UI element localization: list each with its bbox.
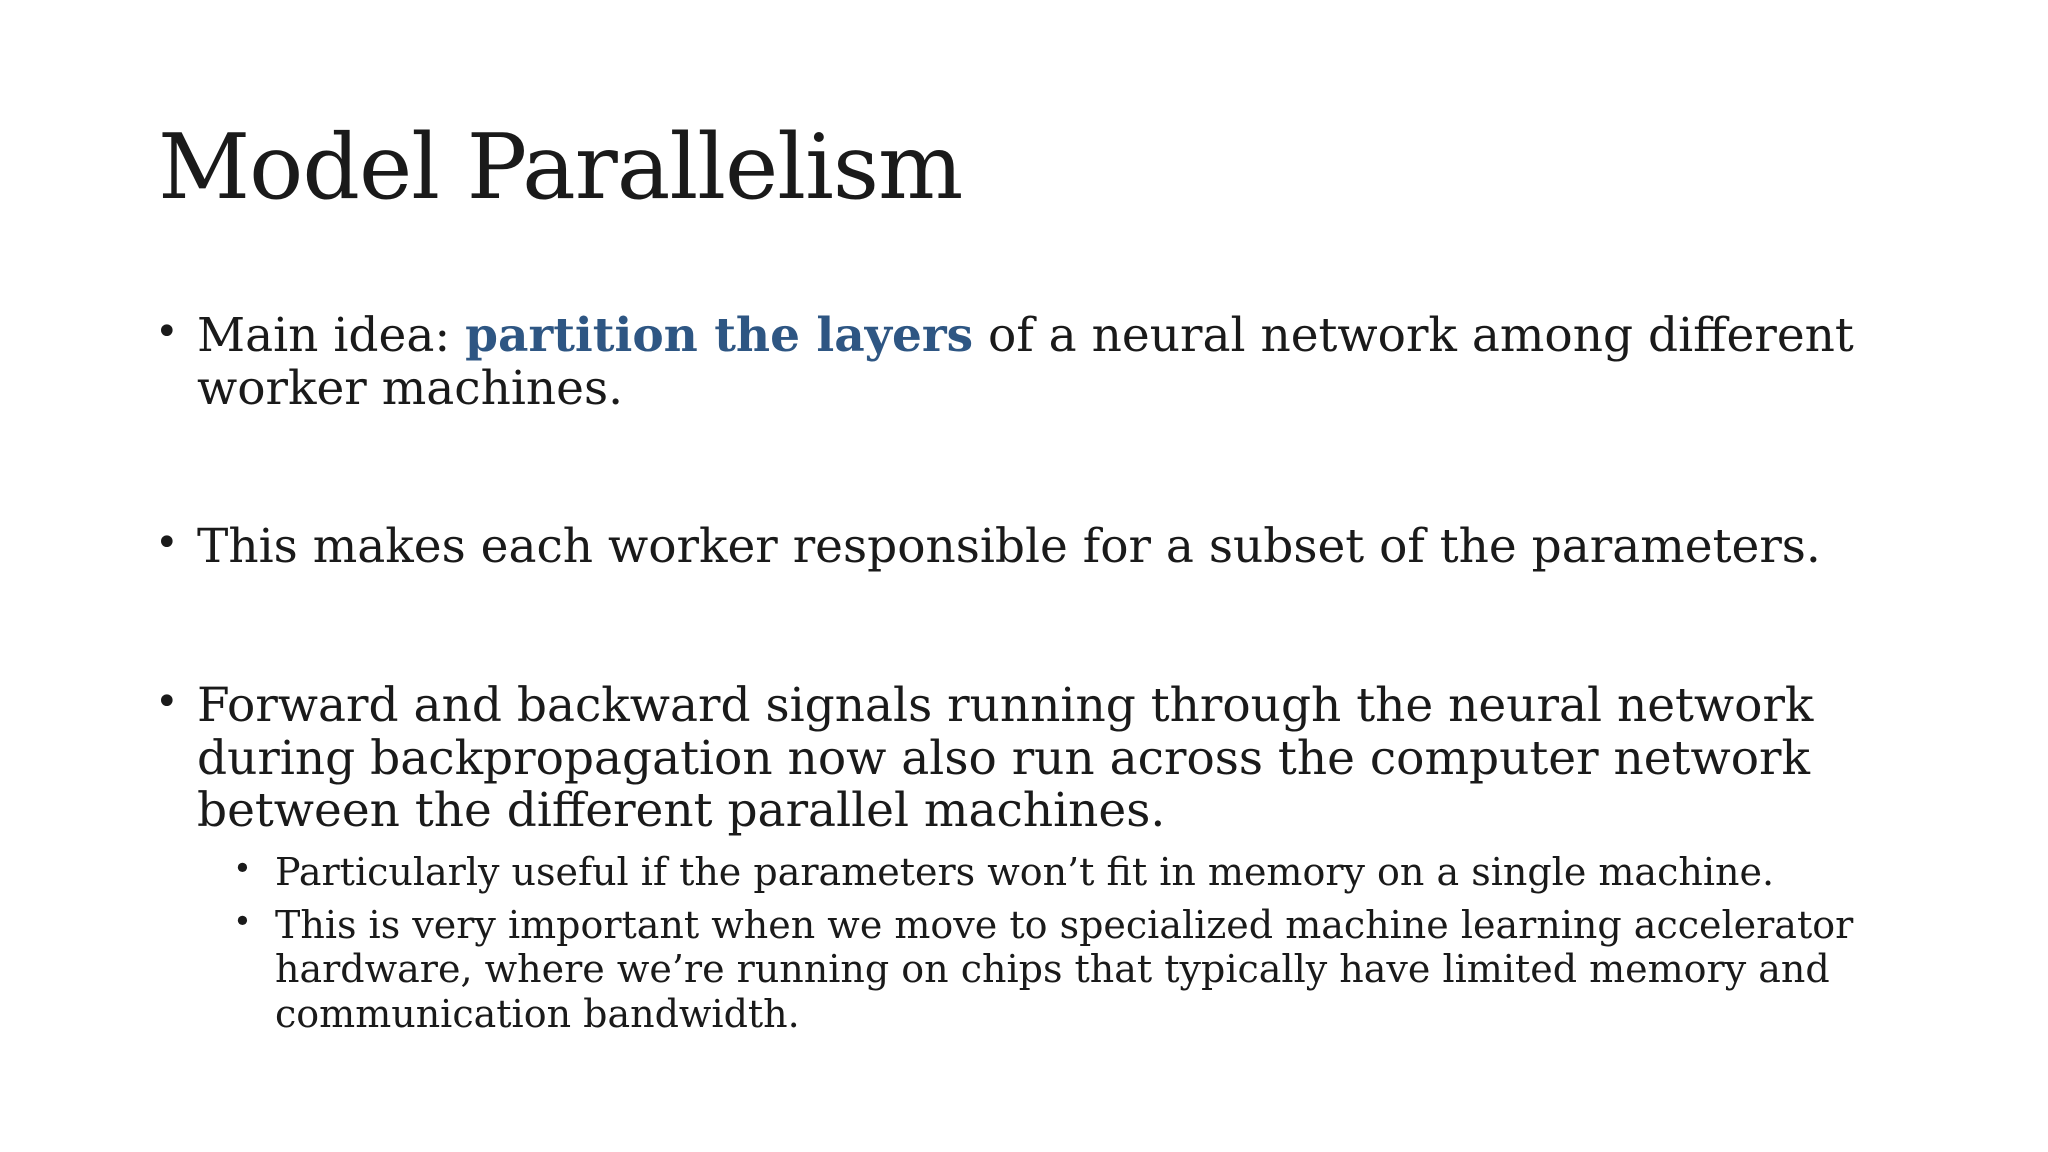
- bullet-main-idea: [155, 310, 1915, 415]
- bullet-forward-backward-signals: [155, 677, 1915, 1037]
- bullet-worker-responsibility: [155, 521, 1915, 574]
- bullet-main-idea-emphasis: partition the layers: [465, 308, 974, 363]
- bullet-main-idea-suffix: of a neural network among different worker machines.: [197, 308, 1854, 416]
- slide-title: Model Parallelism: [158, 115, 963, 220]
- sub-bullet-list: [233, 850, 1915, 1037]
- bullet-worker-responsibility-text: This makes each worker responsible for a subset of the parameters.: [197, 519, 1821, 575]
- sub-bullet-memory-fit: • Particularly useful if the parameters won’t fit in memory on a single machine.: [233, 850, 1915, 895]
- bullet-forward-backward-signals-text: Forward and backward signals running through the neural network during backpropagation now also run across the computer network between the different parallel machines.: [197, 677, 1814, 839]
- bullet-list: [155, 310, 1915, 1037]
- sub-bullet-accelerator-hardware: • This is very important when we move to specialized machine learning accelerator hardware, where we’re running on chips that typically have limited memory and communication bandwidth.: [233, 903, 1915, 1037]
- bullet-main-idea-prefix: Main idea:: [197, 308, 466, 363]
